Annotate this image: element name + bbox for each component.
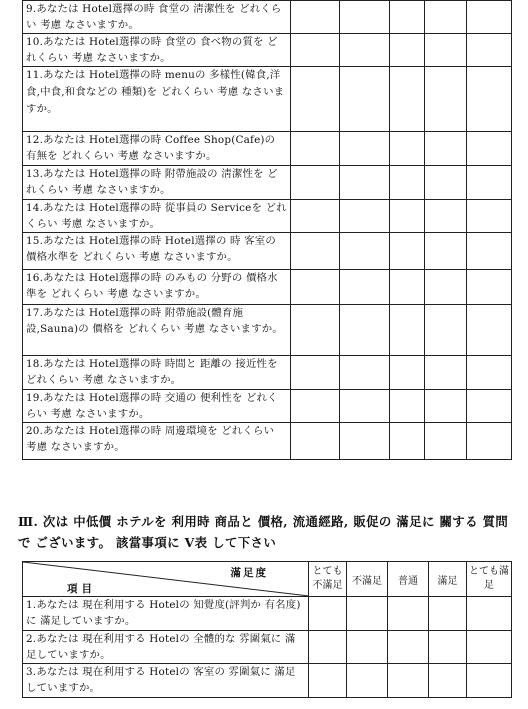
answer-cell[interactable]: [291, 34, 340, 67]
question-text: 20.あなたは Hotel選擇の時 周邊環境を どれくらい 考慮 なさいますか。: [23, 423, 291, 460]
answer-cell[interactable]: [340, 233, 390, 270]
answer-cell[interactable]: [388, 597, 429, 631]
answer-cell[interactable]: [467, 200, 512, 233]
answer-cell[interactable]: [425, 423, 467, 460]
answer-cell[interactable]: [340, 132, 390, 166]
question-row: [23, 390, 512, 423]
answer-cell[interactable]: [467, 233, 512, 270]
question-text: 1.あなたは 現在利用する Hotelの 知覺度(評判か 有名度)に 滿足していますか。: [23, 597, 309, 631]
question-row: [23, 132, 512, 166]
answer-cell[interactable]: [291, 67, 340, 132]
answer-cell[interactable]: [425, 233, 467, 270]
answer-cell[interactable]: [467, 631, 512, 664]
question-row: [23, 67, 512, 132]
answer-cell[interactable]: [425, 166, 467, 200]
answer-cell[interactable]: [467, 597, 512, 631]
answer-cell[interactable]: [390, 200, 425, 233]
answer-cell[interactable]: [390, 1, 425, 34]
answer-cell[interactable]: [291, 305, 340, 356]
answer-cell[interactable]: [340, 356, 390, 390]
answer-cell[interactable]: [340, 200, 390, 233]
answer-cell[interactable]: [340, 1, 390, 34]
question-row: [23, 305, 512, 356]
answer-cell[interactable]: [291, 423, 340, 460]
question-text: 12.あなたは Hotel選擇の時 Coffee Shop(Cafe)の 有無を どれくらい 考慮 なさいますか。: [23, 132, 291, 166]
answer-cell[interactable]: [390, 270, 425, 305]
col-header-satisfied: 滿足: [429, 562, 467, 597]
answer-cell[interactable]: [309, 597, 347, 631]
answer-cell[interactable]: [425, 132, 467, 166]
answer-cell[interactable]: [425, 270, 467, 305]
answer-cell[interactable]: [347, 597, 388, 631]
answer-cell[interactable]: [425, 34, 467, 67]
answer-cell[interactable]: [390, 166, 425, 200]
question-row: [23, 270, 512, 305]
answer-cell[interactable]: [291, 1, 340, 34]
answer-cell[interactable]: [291, 270, 340, 305]
answer-cell[interactable]: [388, 664, 429, 698]
answer-cell[interactable]: [467, 664, 512, 698]
answer-cell[interactable]: [390, 390, 425, 423]
header-item-label: 項目: [67, 583, 96, 595]
answer-cell[interactable]: [467, 1, 512, 34]
question-text: 10.あなたは Hotel選擇の時 食堂の 食べ物の質を どれくらい 考慮 なさいますか。: [23, 34, 291, 67]
answer-cell[interactable]: [425, 356, 467, 390]
answer-cell[interactable]: [425, 390, 467, 423]
question-row: [23, 34, 512, 67]
answer-cell[interactable]: [425, 200, 467, 233]
answer-cell[interactable]: [429, 664, 467, 698]
answer-cell[interactable]: [340, 67, 390, 132]
answer-cell[interactable]: [467, 270, 512, 305]
satisfaction-table: [22, 561, 512, 698]
answer-cell[interactable]: [340, 166, 390, 200]
answer-cell[interactable]: [291, 200, 340, 233]
answer-cell[interactable]: [390, 423, 425, 460]
question-row: [23, 631, 512, 664]
question-text: 16.あなたは Hotel選擇の時 のみもの 分野の 價格水準を どれくらい 考慮 なさいますか。: [23, 270, 291, 305]
answer-cell[interactable]: [291, 132, 340, 166]
answer-cell[interactable]: [467, 166, 512, 200]
answer-cell[interactable]: [425, 305, 467, 356]
answer-cell[interactable]: [390, 67, 425, 132]
answer-cell[interactable]: [390, 356, 425, 390]
answer-cell[interactable]: [390, 233, 425, 270]
question-text: 3.あなたは 現在利用する Hotelの 客室の 雰圍氣に 滿足していますか。: [23, 664, 309, 698]
question-text: 11.あなたは Hotel選擇の時 menuの 多樣性(韓食,洋食,中食,和食などの 種類)を どれくらい 考慮 なさいますか。: [23, 67, 291, 132]
answer-cell[interactable]: [467, 356, 512, 390]
answer-cell[interactable]: [309, 631, 347, 664]
question-row: [23, 166, 512, 200]
question-row: [23, 597, 512, 631]
answer-cell[interactable]: [291, 390, 340, 423]
answer-cell[interactable]: [340, 305, 390, 356]
answer-cell[interactable]: [340, 34, 390, 67]
answer-cell[interactable]: [467, 132, 512, 166]
diagonal-header-cell: [23, 562, 309, 597]
survey-table-part2: [22, 0, 512, 460]
answer-cell[interactable]: [467, 390, 512, 423]
question-text: 17.あなたは Hotel選擇の時 附帶施設(體育施設,Sauna)の 價格を どれくらい 考慮 なさいますか。: [23, 305, 291, 356]
answer-cell[interactable]: [340, 390, 390, 423]
answer-cell[interactable]: [425, 1, 467, 34]
answer-cell[interactable]: [390, 34, 425, 67]
answer-cell[interactable]: [425, 67, 467, 132]
question-text: 18.あなたは Hotel選擇の時 時間と 距離の 接近性を どれくらい 考慮 なさいますか。: [23, 356, 291, 390]
col-header-very-satisfied: とても滿足: [467, 562, 512, 597]
question-text: 14.あなたは Hotel選擇の時 從事員の Serviceを どれくらい 考慮 なさいますか。: [23, 200, 291, 233]
answer-cell[interactable]: [467, 67, 512, 132]
question-text: 9.あなたは Hotel選擇の時 食堂の 淸潔性を どれくらい 考慮 なさいますか。: [23, 1, 291, 34]
answer-cell[interactable]: [291, 166, 340, 200]
answer-cell[interactable]: [429, 631, 467, 664]
answer-cell[interactable]: [429, 597, 467, 631]
question-text: 19.あなたは Hotel選擇の時 交通の 便利性を どれくらい 考慮 なさいますか。: [23, 390, 291, 423]
answer-cell[interactable]: [467, 34, 512, 67]
answer-cell[interactable]: [340, 270, 390, 305]
answer-cell[interactable]: [291, 356, 340, 390]
answer-cell[interactable]: [467, 423, 512, 460]
question-text: 15.あなたは Hotel選擇の時 Hotel選擇の 時 客室の 價格水準を どれくらい 考慮 なさいますか。: [23, 233, 291, 270]
question-row: [23, 1, 512, 34]
answer-cell[interactable]: [340, 423, 390, 460]
question-row: [23, 664, 512, 698]
answer-cell[interactable]: [390, 132, 425, 166]
header-satisfaction-label: 滿足度: [230, 567, 268, 579]
question-row: [23, 423, 512, 460]
col-header-neutral: 普通: [388, 562, 429, 597]
answer-cell[interactable]: [291, 233, 340, 270]
question-row: [23, 356, 512, 390]
answer-cell[interactable]: [347, 631, 388, 664]
answer-cell[interactable]: [309, 664, 347, 698]
answer-cell[interactable]: [390, 305, 425, 356]
question-text: 13.あなたは Hotel選擇の時 附帶施設の 淸潔性を どれくらい 考慮 なさいますか。: [23, 166, 291, 200]
col-header-very-dissatisfied: とても不滿足: [309, 562, 347, 597]
col-header-dissatisfied: 不滿足: [347, 562, 388, 597]
question-text: 2.あなたは 現在利用する Hotelの 全體的な 雰圍氣に 滿足していますか。: [23, 631, 309, 664]
section-3-heading: Ⅲ. 次は 中低價 ホテルを 利用時 商品と 價格, 流通經路, 販促の 滿足に 關する 質問で ございます。 該當事項に V表 して下さい: [18, 514, 509, 550]
answer-cell[interactable]: [388, 631, 429, 664]
question-row: [23, 200, 512, 233]
answer-cell[interactable]: [467, 305, 512, 356]
question-row: [23, 233, 512, 270]
answer-cell[interactable]: [347, 664, 388, 698]
header-row: [23, 562, 512, 597]
